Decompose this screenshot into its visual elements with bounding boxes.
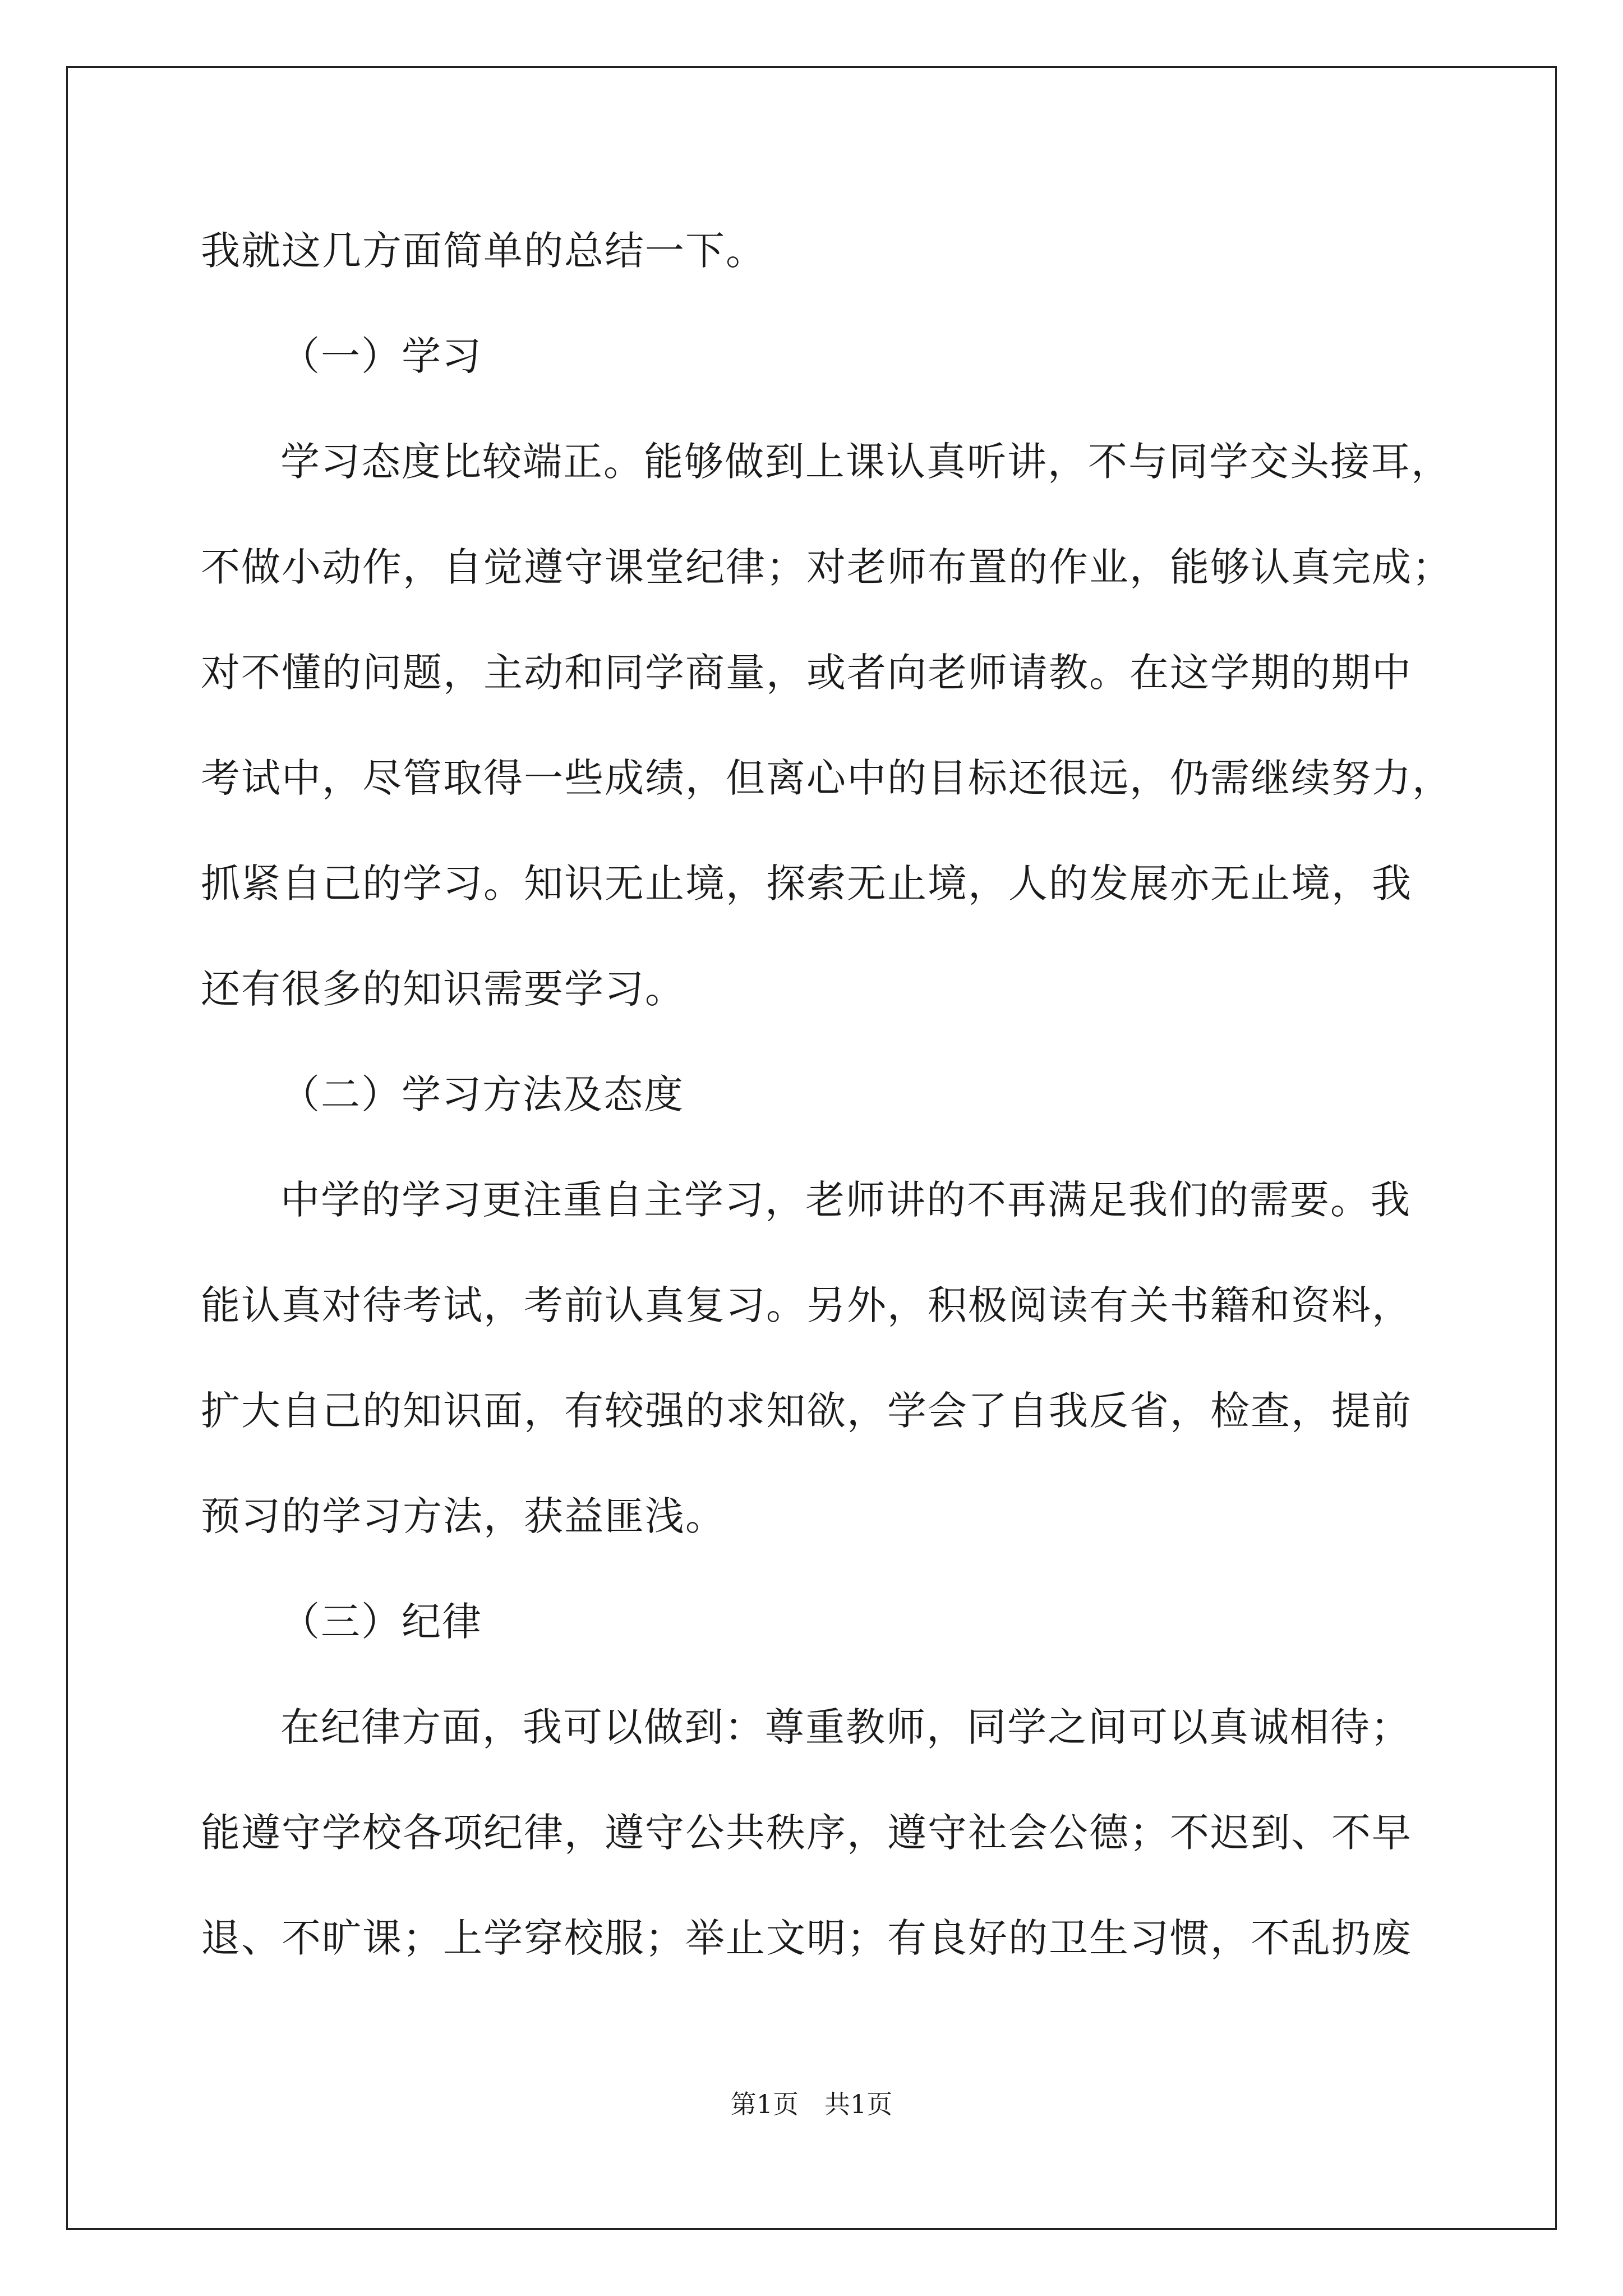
text-line: 考试中，尽管取得一些成绩，但离心中的目标还很远，仍需继续努力， bbox=[201, 755, 1453, 801]
section-heading-method: （二）学习方法及态度 bbox=[280, 1071, 684, 1117]
page-border bbox=[66, 66, 1557, 2230]
section-heading-study: （一）学习 bbox=[280, 333, 482, 379]
text-line: 在纪律方面，我可以做到：尊重教师，同学之间可以真诚相待； bbox=[280, 1704, 1411, 1750]
text-line: 能认真对待考试，考前认真复习。另外，积极阅读有关书籍和资料， bbox=[201, 1282, 1412, 1328]
text-line: 不做小动作，自觉遵守课堂纪律；对老师布置的作业，能够认真完成； bbox=[201, 544, 1453, 590]
text-line: 抓紧自己的学习。知识无止境，探索无止境，人的发展亦无止境，我 bbox=[201, 861, 1412, 907]
text-line: 退、不旷课；上学穿校服；举止文明；有良好的卫生习惯，不乱扔废 bbox=[201, 1915, 1412, 1961]
text-line: 学习态度比较端正。能够做到上课认真听讲，不与同学交头接耳， bbox=[280, 439, 1451, 485]
text-line: 预习的学习方法，获益匪浅。 bbox=[201, 1493, 726, 1539]
text-line: 我就这几方面简单的总结一下。 bbox=[201, 228, 766, 274]
page-footer: 第1页 共1页 bbox=[730, 2089, 893, 2119]
text-line: 扩大自己的知识面，有较强的求知欲，学会了自我反省，检查，提前 bbox=[201, 1388, 1412, 1434]
section-heading-discipline: （三）纪律 bbox=[280, 1599, 482, 1645]
text-line: 能遵守学校各项纪律，遵守公共秩序，遵守社会公德；不迟到、不早 bbox=[201, 1810, 1412, 1856]
text-line: 还有很多的知识需要学习。 bbox=[201, 966, 685, 1012]
text-line: 对不懂的问题，主动和同学商量，或者向老师请教。在这学期的期中 bbox=[201, 650, 1412, 696]
text-line: 中学的学习更注重自主学习，老师讲的不再满足我们的需要。我 bbox=[280, 1177, 1411, 1223]
